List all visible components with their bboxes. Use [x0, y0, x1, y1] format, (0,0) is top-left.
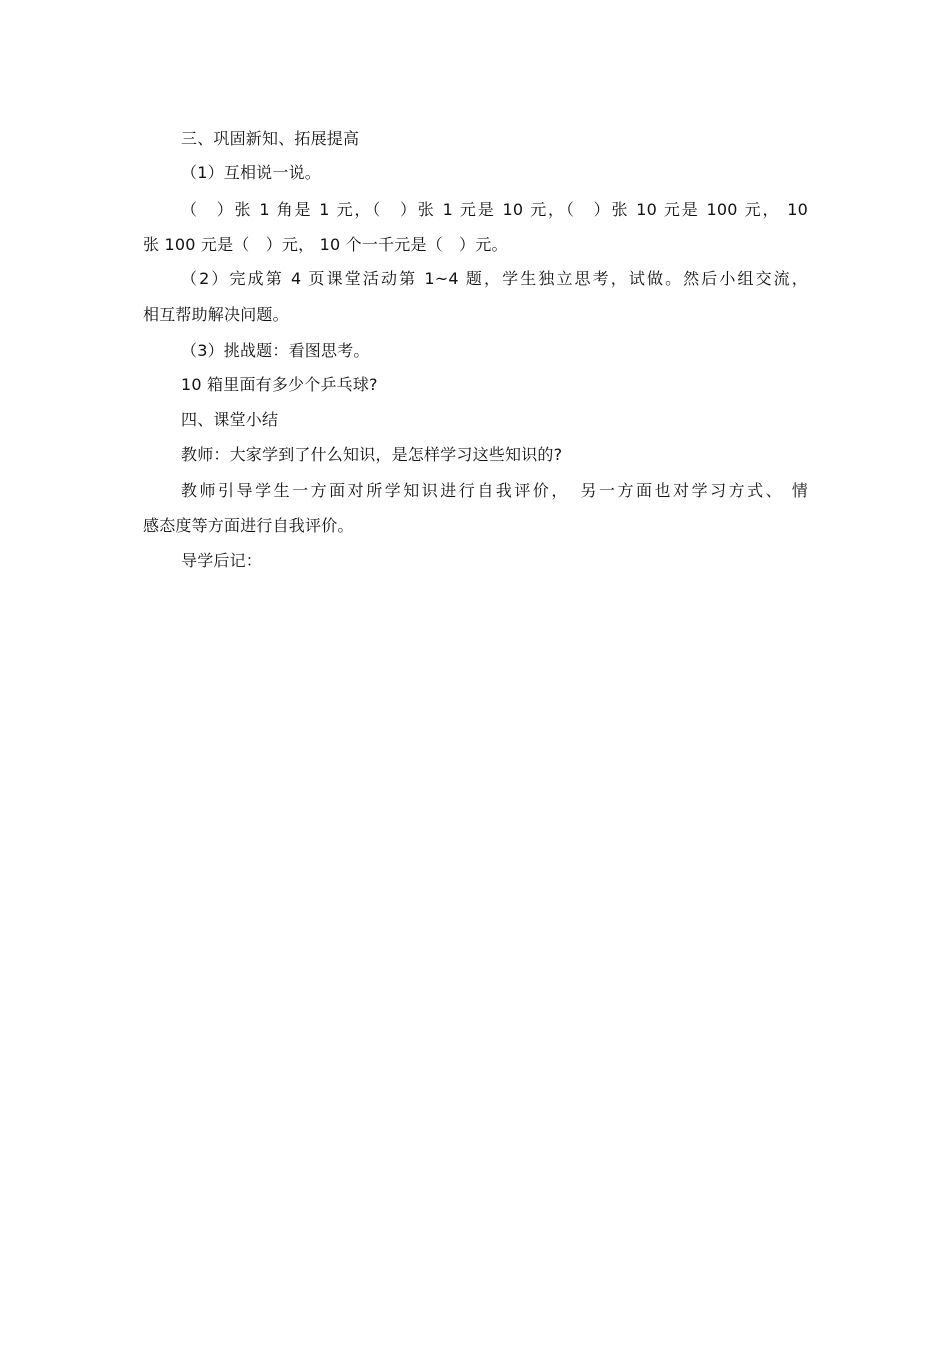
- challenge-question: 10 箱里面有多少个乒乓球?: [181, 375, 378, 394]
- summary-text-line-1: 教师引导学生一方面对所学知识进行自我评价， 另一方面也对学习方式、 情: [181, 481, 808, 500]
- postscript-label: 导学后记：: [181, 551, 263, 570]
- activity-3-heading: （3）挑战题：看图思考。: [181, 341, 370, 360]
- section-heading-3: 三、巩固新知、拓展提高: [181, 129, 360, 148]
- teacher-question: 教师：大家学到了什么知识，是怎样学习这些知识的?: [181, 445, 563, 464]
- activity-1-text-line-1: （ ）张 1 角是 1 元，（ ）张 1 元是 10 元，（ ）张 10 元是 100 元， 10: [181, 200, 808, 219]
- activity-1-text-line-2: 张 100 元是（ ）元， 10 个一千元是（ ）元。: [143, 235, 508, 254]
- activity-1-heading: （1）互相说一说。: [181, 163, 321, 182]
- activity-2-text-line-2: 相互帮助解决问题。: [143, 305, 289, 324]
- summary-text-line-2: 感态度等方面进行自我评价。: [143, 516, 354, 535]
- section-heading-4: 四、课堂小结: [181, 410, 279, 429]
- activity-2-text-line-1: （2）完成第 4 页课堂活动第 1~4 题，学生独立思考，试做。然后小组交流，: [181, 269, 808, 288]
